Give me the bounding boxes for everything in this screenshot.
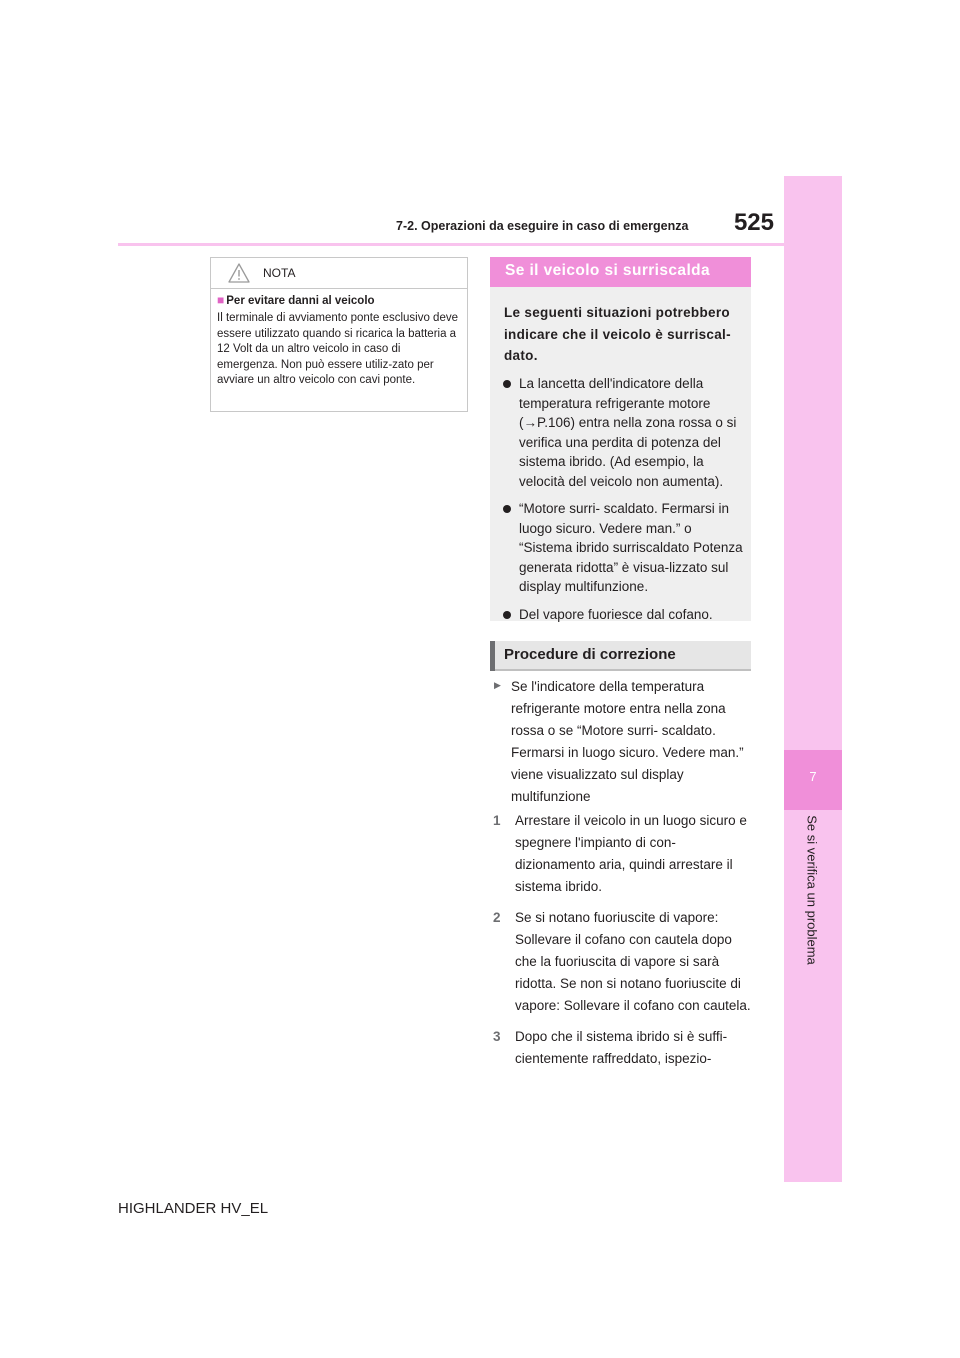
warning-icon bbox=[228, 263, 250, 283]
step-text: Arrestare il veicolo in un luogo sicuro e spegnere l'impianto di con-dizionamento aria, quindi arrestare il sistema ibrido. bbox=[515, 813, 747, 894]
overheat-heading bbox=[490, 257, 751, 287]
note-label: NOTA bbox=[263, 266, 296, 280]
step-text: Dopo che il sistema ibrido si è suffi-cientemente raffreddato, ispezio- bbox=[515, 1029, 728, 1066]
list-item bbox=[502, 605, 746, 625]
list-item bbox=[502, 374, 746, 491]
step-number: 2 bbox=[493, 910, 501, 925]
chapter-number-tab[interactable] bbox=[784, 750, 842, 810]
overheat-info-box bbox=[490, 287, 751, 621]
list-item-text: La lancetta dell'indicatore della temperatura refrigerante motore (→P.106) entra nella zona rossa o si verifica una perdita di potenza del sistema ibrido. (Ad esempio, la velocità del veicolo non aumenta). bbox=[519, 376, 737, 489]
condition-text: Se l'indicatore della temperatura refrigerante motore entra nella zona rossa o se “Motore surri- scaldato. Fermarsi in luogo sicuro. Vedere man.” viene visualizzato sul display multifunzione bbox=[511, 679, 744, 804]
procedure-title: Procedure di correzione bbox=[504, 646, 676, 663]
heading-accent-bar bbox=[490, 641, 495, 671]
list-item-text: “Motore surri- scaldato. Fermarsi in luogo sicuro. Vedere man.” o “Sistema ibrido surriscaldato Potenza generata ridotta” è visua-lizzato sul display multifunzione. bbox=[519, 501, 743, 594]
step-text: Se si notano fuoriuscite di vapore: Sollevare il cofano con cautela dopo che la fuoriuscita di vapore si sarà ridotta. Se non si notano fuoriuscite di vapore: Sollevare il cofano con cautela. bbox=[515, 910, 751, 1013]
step-number: 1 bbox=[493, 813, 501, 828]
note-text: Il terminale di avviamento ponte esclusivo deve essere utilizzato quando si ricarica la batteria a 12 Volt da un altro veicolo in caso di emergenza. Non può essere utiliz-zato per avviare un altro veicolo con cavi ponte. bbox=[217, 312, 458, 386]
section-title: 7-2. Operazioni da eseguire in caso di emergenza bbox=[396, 219, 689, 233]
square-bullet-icon: ■ bbox=[217, 293, 225, 307]
overheat-intro: Le seguenti situazioni potrebbero indicare che il veicolo è surriscal-dato. bbox=[504, 305, 731, 363]
model-footer: HIGHLANDER HV_EL bbox=[118, 1200, 269, 1217]
bullet-dot-icon bbox=[503, 380, 511, 388]
note-box bbox=[210, 257, 468, 412]
bullet-dot-icon bbox=[503, 505, 511, 513]
procedure-heading bbox=[490, 641, 751, 671]
chapter-side-tab bbox=[784, 176, 842, 1182]
procedure-steps bbox=[492, 810, 754, 1079]
overheat-symptom-list bbox=[502, 374, 746, 632]
note-subhead bbox=[217, 293, 467, 307]
step-item bbox=[492, 907, 754, 1017]
list-item bbox=[502, 499, 746, 597]
step-item bbox=[492, 1026, 754, 1070]
note-body bbox=[211, 289, 467, 389]
procedure-condition bbox=[493, 676, 753, 808]
note-subhead-text: Per evitare danni al veicolo bbox=[226, 295, 375, 307]
step-item bbox=[492, 810, 754, 898]
bullet-dot-icon bbox=[503, 611, 511, 619]
chapter-number: 7 bbox=[809, 769, 817, 784]
page-number: 525 bbox=[733, 209, 774, 236]
note-header bbox=[211, 258, 467, 289]
step-number: 3 bbox=[493, 1029, 501, 1044]
triangle-bullet-icon: ▶ bbox=[494, 680, 501, 690]
header-divider bbox=[118, 243, 784, 246]
list-item-text: Del vapore fuoriesce dal cofano. bbox=[519, 606, 713, 622]
chapter-title: Se si verifica un problema bbox=[804, 815, 820, 965]
overheat-title: Se il veicolo si surriscalda bbox=[505, 262, 711, 279]
